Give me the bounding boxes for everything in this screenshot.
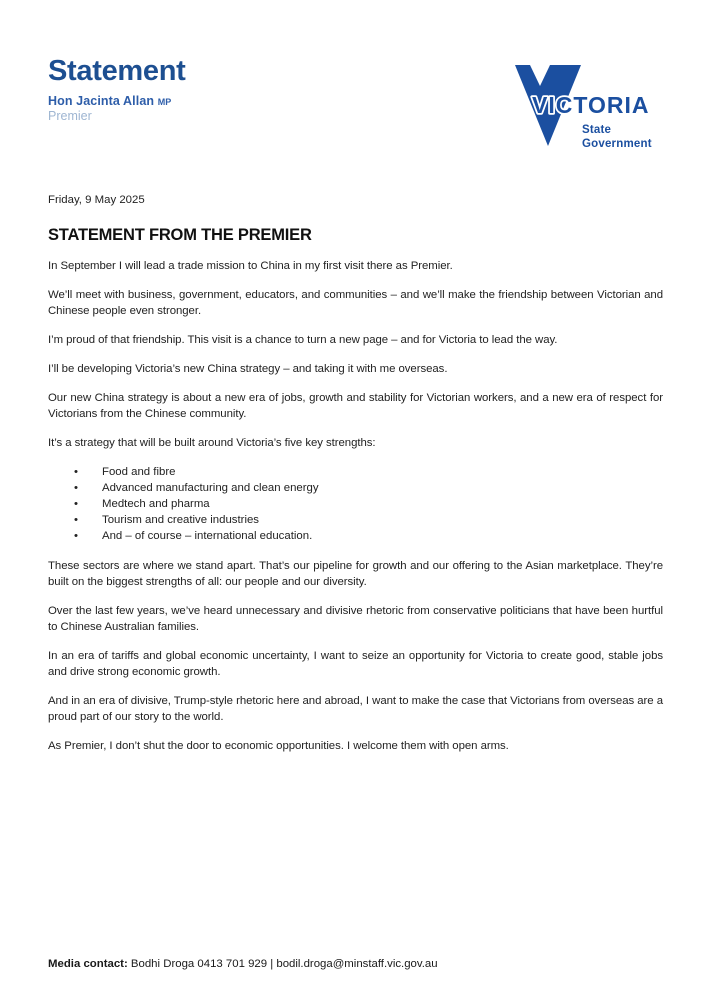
paragraph: As Premier, I don’t shut the door to economic opportunities. I welcome them with open arms. [48, 740, 509, 752]
victoria-state-government-logo [505, 55, 665, 155]
media-contact-label: Media contact: [48, 958, 128, 970]
paragraph: These sectors are where we stand apart. That’s our pipeline for growth and our offering to the Asian marketplace. They’re built on the biggest strengths of all: our people and our diversity. [48, 560, 663, 588]
paragraph: It’s a strategy that will be built around Victoria’s five key strengths: [48, 437, 376, 449]
media-contact-line [48, 956, 438, 972]
paragraphs-top [48, 258, 663, 451]
paragraph: Our new China strategy is about a new era of jobs, growth and stability for Victorian workers, and a new era of respect for Victorians from the Chinese community. [48, 392, 663, 420]
masthead-title: Statement [48, 55, 186, 87]
paragraph: In an era of tariffs and global economic uncertainty, I want to seize an opportunity for Victoria to create good, stable jobs and drive strong economic growth. [48, 650, 663, 678]
logo-tagline-line2: Government [582, 138, 652, 150]
strength-item: • Advanced manufacturing and clean energy [48, 480, 663, 496]
statement-body [48, 258, 663, 767]
media-contact-value: Bodhi Droga 0413 701 929 | bodil.droga@minstaff.vic.gov.au [127, 958, 438, 970]
statement-headline: STATEMENT FROM THE PREMIER [48, 226, 312, 244]
paragraph: And in an era of divisive, Trump-style rhetoric here and abroad, I want to make the case that Victorians from overseas are a proud part of our story to the world. [48, 695, 663, 723]
paragraph: Over the last few years, we’ve heard unnecessary and divisive rhetoric from conservative politicians that have been hurtful to Chinese Australian families. [48, 605, 663, 633]
strength-item: • Medtech and pharma [48, 496, 663, 512]
author-name-text: Hon Jacinta Allan [48, 93, 155, 108]
logo-wordmark: VICTORIA [532, 92, 650, 118]
paragraph: I’ll be developing Victoria’s new China strategy – and taking it with me overseas. [48, 363, 448, 375]
paragraphs-bottom [48, 558, 663, 754]
author-role: Premier [48, 108, 92, 123]
logo-tagline-line1: State [582, 124, 612, 136]
strength-item: • Tourism and creative industries [48, 512, 663, 528]
letterhead [48, 56, 186, 123]
paragraph: In September I will lead a trade mission to China in my first visit there as Premier. [48, 260, 453, 272]
paragraph: We’ll meet with business, government, educators, and communities – and we’ll make the friendship between Victorian and Chinese people even stronger. [48, 289, 663, 317]
statement-date: Friday, 9 May 2025 [48, 194, 145, 206]
strength-item: • Food and fibre [48, 464, 663, 480]
author-name [48, 94, 186, 108]
key-strengths-list [48, 464, 663, 544]
strength-item: • And – of course – international education. [48, 528, 663, 544]
author-postnominal: MP [157, 96, 172, 107]
paragraph: I’m proud of that friendship. This visit is a chance to turn a new page – and for Victoria to lead the way. [48, 334, 558, 346]
